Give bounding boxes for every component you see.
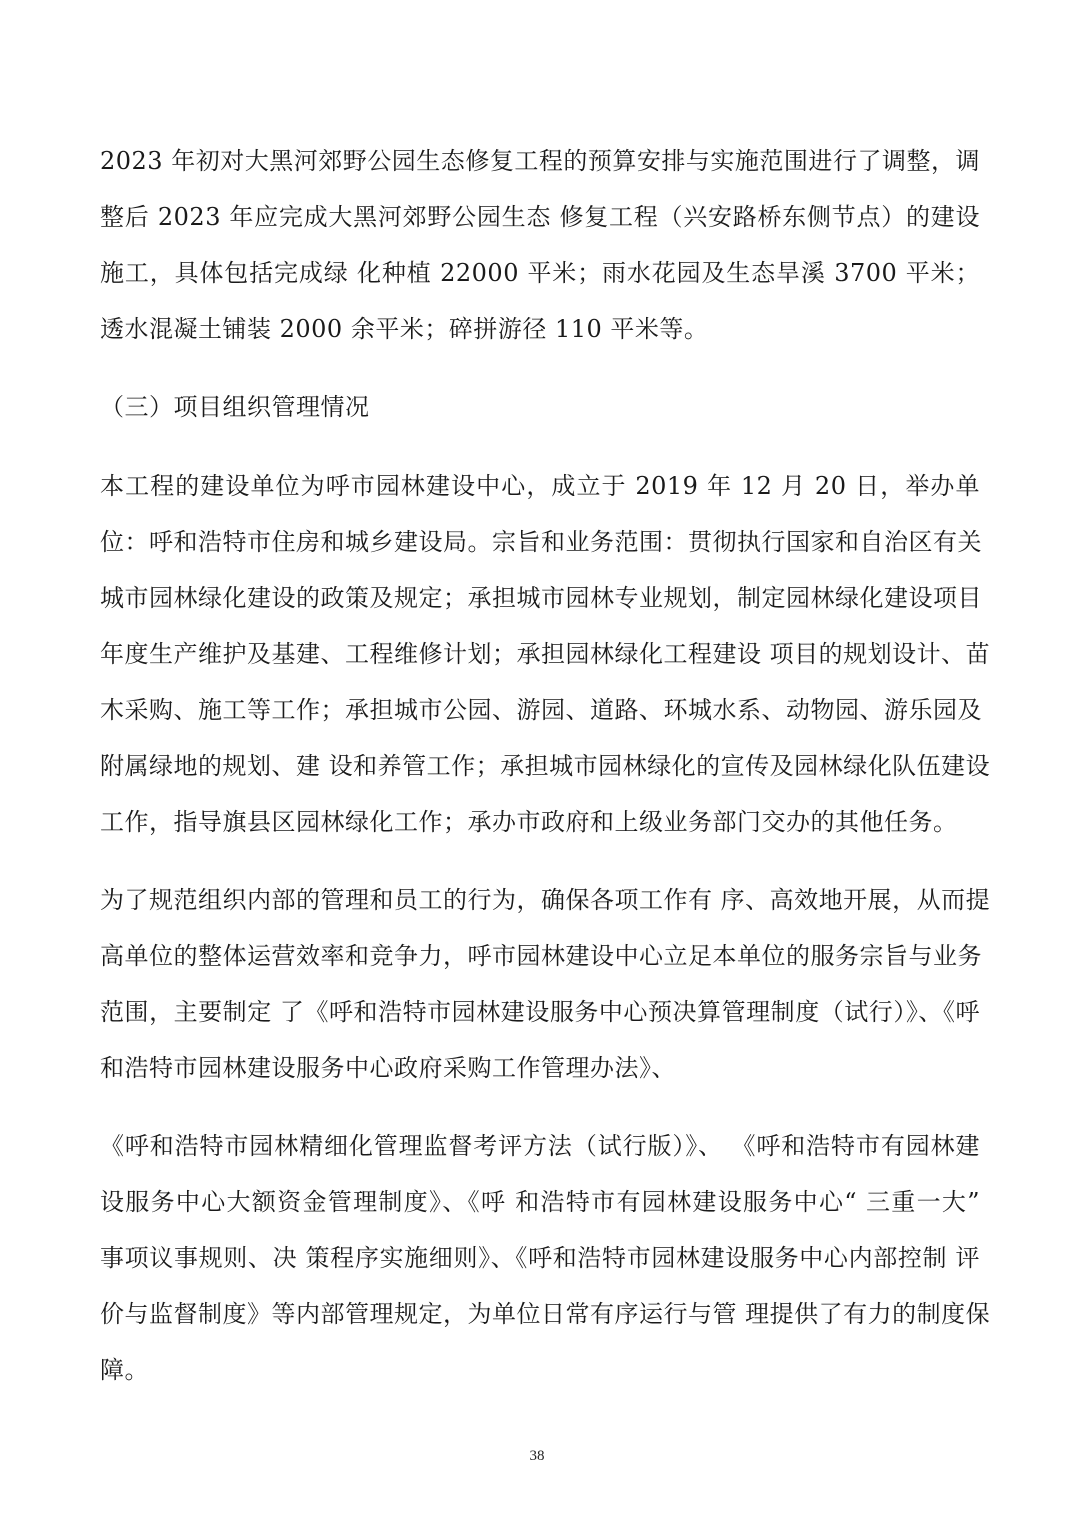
text-line: 位：呼和浩特市住房和城乡建设局。宗旨和业务范围：贯彻执行国家和自治区有关: [100, 528, 982, 556]
text-line: 透水混凝土铺装 2000 余平米；碎拼游径 110 平米等。: [100, 315, 709, 343]
text-line: 范围，主要制定 了《呼和浩特市园林建设服务中心预决算管理制度（试行）》、《呼: [100, 998, 980, 1026]
paragraph-internal-management: [100, 872, 991, 1096]
text-line: 整后 2023 年应完成大黑河郊野公园生态 修复工程（兴安路桥东侧节点）的建设: [100, 203, 980, 231]
paragraph-budget-adjustment: [100, 133, 980, 357]
paragraph-construction-unit: [100, 458, 991, 850]
text-line: 高单位的整体运营效率和竞争力，呼市园林建设中心立足本单位的服务宗旨与业务: [100, 942, 982, 970]
text-line: 为了规范组织内部的管理和员工的行为，确保各项工作有 序、高效地开展，从而提: [100, 886, 991, 914]
text-line: 事项议事规则、决 策程序实施细则》、《呼和浩特市园林建设服务中心内部控制 评: [100, 1244, 980, 1272]
text-line: 附属绿地的规划、建 设和养管工作；承担城市园林绿化的宣传及园林绿化队伍建设: [100, 752, 991, 780]
text-line: 年度生产维护及基建、工程维修计划；承担园林绿化工程建设 项目的规划设计、苗: [100, 640, 991, 668]
text-line: 施工，具体包括完成绿 化种植 22000 平米；雨水花园及生态旱溪 3700 平米；: [100, 259, 980, 287]
text-line: 2023 年初对大黑河郊野公园生态修复工程的预算安排与实施范围进行了调整，调: [100, 147, 980, 175]
page-number: 38: [529, 1448, 545, 1464]
text-line: 价与监督制度》等内部管理规定，为单位日常有序运行与管 理提供了有力的制度保: [100, 1300, 991, 1328]
text-line: 工作，指导旗县区园林绿化工作；承办市政府和上级业务部门交办的其他任务。: [100, 808, 958, 836]
text-line: 木采购、施工等工作；承担城市公园、游园、道路、环城水系、动物园、游乐园及: [100, 696, 982, 724]
text-line: 城市园林绿化建设的政策及规定；承担城市园林专业规划，制定园林绿化建设项目: [100, 584, 982, 612]
text-line: 和浩特市园林建设服务中心政府采购工作管理办法》、: [100, 1054, 676, 1082]
text-line: 本工程的建设单位为呼市园林建设中心，成立于 2019 年 12 月 20 日，举办单: [100, 472, 980, 500]
text-line: 《呼和浩特市园林精细化管理监督考评方法（试行版）》、 《呼和浩特市有园林建: [100, 1132, 980, 1160]
text-line: 障。: [100, 1356, 149, 1384]
section-heading: （三）项目组织管理情况: [100, 393, 370, 421]
text-line: 设服务中心大额资金管理制度》、《呼 和浩特市有园林建设服务中心“ 三重一大”: [100, 1188, 980, 1216]
paragraph-regulations: [100, 1118, 991, 1398]
